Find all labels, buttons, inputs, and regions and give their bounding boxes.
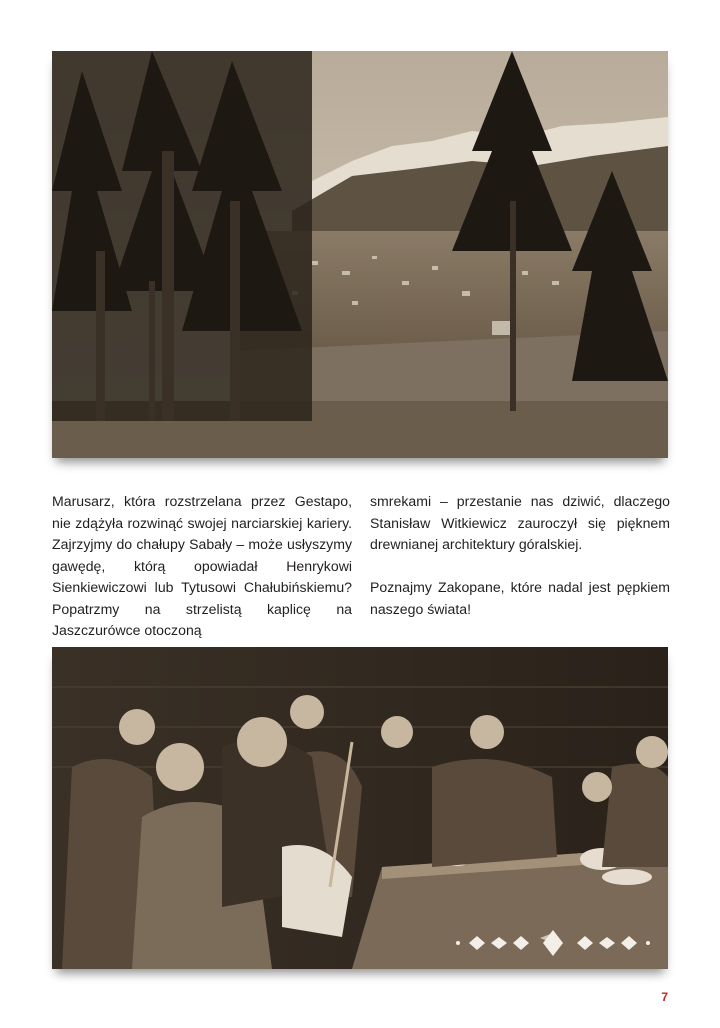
folk-ornament-icon bbox=[455, 930, 651, 956]
paragraph: Poznajmy Zakopane, które nadal jest pępkiem naszego świata! bbox=[370, 579, 670, 617]
landscape-photo-image bbox=[52, 51, 668, 458]
landscape-photo bbox=[52, 51, 668, 458]
text-column-right bbox=[370, 491, 670, 620]
paragraph: Marusarz, która rozstrzelana przez Gestapo, nie zdążyła rozwinąć swojej narciarskiej kariery. Zajrzyjmy do chałupy Sabały – może usłyszymy gawędę, którą opowiadał Henrykowi Sienkiewiczowi lub Tytusowi Chałubińskiemu? Popatrzmy na strzelistą kaplicę na Jaszczurówce otoczoną bbox=[52, 493, 352, 638]
page-number: 7 bbox=[661, 990, 668, 1004]
group-photo-image bbox=[52, 647, 668, 969]
text-column-left bbox=[52, 491, 352, 642]
group-photo bbox=[52, 647, 668, 969]
paragraph: smrekami – przestanie nas dziwić, dlaczego Stanisław Witkiewicz zauroczył się pięknem drewnianej architektury góralskiej. bbox=[370, 493, 670, 552]
